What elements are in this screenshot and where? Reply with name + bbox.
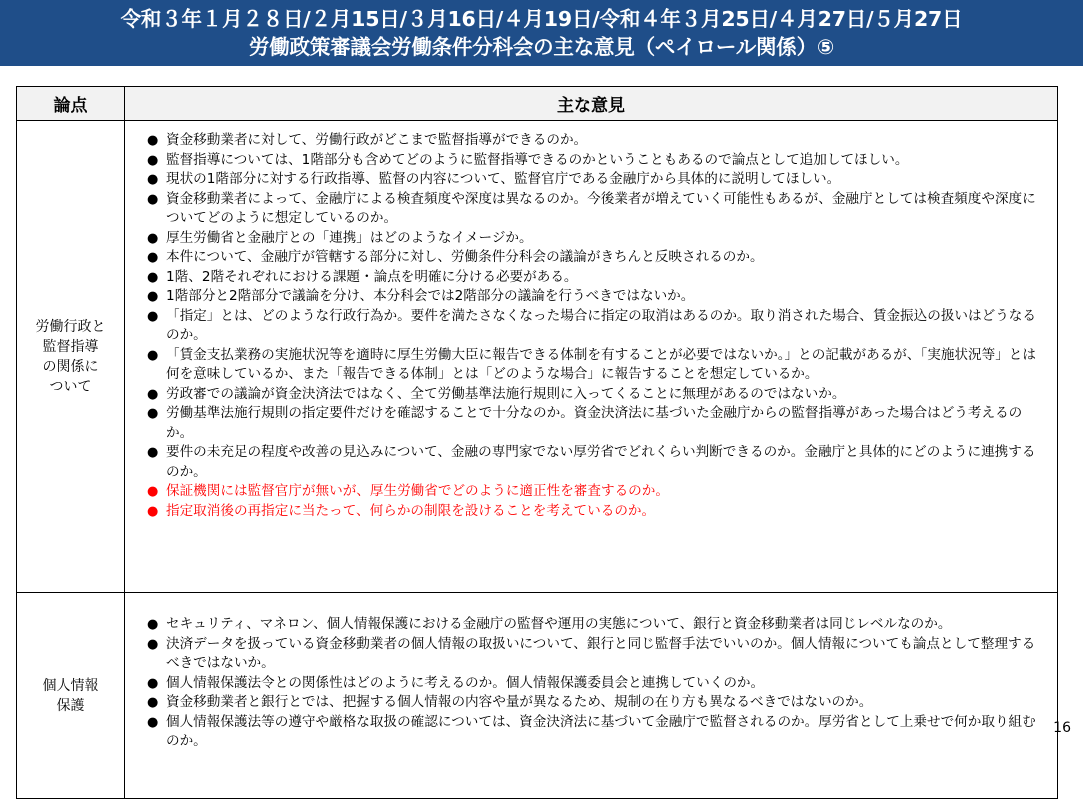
opinion-list [125, 615, 1057, 752]
opinion-item [147, 229, 1045, 249]
opinion-item [147, 693, 1045, 713]
opinion-text: 指定取消後の再指定に当たって、何らかの制限を設けることを考えているのか。 [166, 502, 656, 519]
topic-line: 個人情報 [42, 677, 99, 694]
header-topic: 論点 [17, 87, 125, 121]
opinion-list [125, 131, 1057, 521]
slide-title-banner [0, 0, 1083, 66]
opinion-text: 要件の未充足の程度や改善の見込みについて、金融の専門家でない厚労省でどれくらい判断できるのか。金融庁と具体的にどのように連携するのか。 [166, 444, 1036, 480]
opinions-cell [125, 121, 1058, 593]
opinion-text: 本件について、金融庁が管轄する部分に対し、労働条件分科会の議論がきちんと反映されるのか。 [166, 249, 764, 265]
opinion-text: 資金移動業者と銀行とでは、把握する個人情報の内容や量が異なるため、規制の在り方も異なるべきではないのか。 [166, 694, 873, 710]
bullet-icon: ● [147, 152, 159, 168]
opinion-item [147, 713, 1045, 752]
opinion-text: 監督指導については、1階部分も含めてどのように監督指導できるのかということもあるので論点として追加してほしい。 [166, 151, 909, 168]
opinion-item [147, 131, 1045, 151]
bullet-icon: ● [147, 347, 159, 363]
bullet-icon: ● [147, 503, 159, 519]
opinion-item [147, 385, 1045, 405]
bullet-icon: ● [147, 714, 159, 730]
opinion-text: 資金移動業者によって、金融庁による検査頻度や深度は異なるのか。今後業者が増えていく可能性もあるが、金融庁としては検査頻度や深度についてどのように想定しているのか。 [166, 190, 1036, 226]
bullet-icon: ● [147, 484, 159, 499]
topic-cell [17, 121, 125, 593]
opinion-text: セキュリティ、マネロン、個人情報保護における金融庁の監督や運用の実態について、銀行と資金移動業者は同じレベルなのか。 [166, 616, 952, 632]
opinion-item [147, 674, 1045, 694]
opinion-item [147, 502, 1045, 522]
bullet-icon: ● [147, 445, 159, 460]
opinion-text: 決済データを扱っている資金移動業者の個人情報の取扱いについて、銀行と同じ監督手法でいいのか。個人情報についても論点として整理するべきではないか。 [166, 635, 1036, 671]
opinion-text: 保証機関には監督官庁が無いが、厚生労働省でどのように適正性を審査するのか。 [166, 483, 669, 499]
bullet-icon: ● [147, 133, 159, 148]
bullet-icon: ● [147, 617, 159, 632]
title-main: 労働政策審議会労働条件分科会の主な意見（ペイロール関係）⑤ [248, 35, 835, 59]
bullet-icon: ● [147, 230, 159, 246]
bullet-icon: ● [147, 406, 159, 421]
opinion-item [147, 287, 1045, 307]
opinion-item [147, 482, 1045, 502]
topic-line: の関係に [42, 358, 99, 375]
opinion-text: 資金移動業者に対して、労働行政がどこまで監督指導ができるのか。 [166, 132, 588, 148]
opinion-item [147, 268, 1045, 288]
table-header-row [17, 87, 1058, 121]
topic-cell [17, 593, 125, 799]
table-row-labor-admin [17, 121, 1058, 593]
opinion-text: 労政審での議論が資金決済法ではなく、全て労働基準法施行規則に入ってくることに無理があるのではないか。 [166, 385, 846, 402]
title-dates: 令和３年１月２８日/２月15日/３月16日/４月19日/令和４年３月25日/４月27日/５月27日 [120, 7, 963, 31]
opinion-item [147, 404, 1045, 443]
bullet-icon: ● [147, 636, 159, 652]
opinion-item [147, 307, 1045, 346]
opinion-item [147, 170, 1045, 190]
bullet-icon: ● [147, 289, 159, 304]
bullet-icon: ● [147, 269, 159, 285]
opinion-text: 労働基準法施行規則の指定要件だけを確認することで十分なのか。資金決済法に基づいた金融庁からの監督指導があった場合はどう考えるのか。 [166, 405, 1023, 441]
opinion-item [147, 635, 1045, 674]
opinion-item [147, 151, 1045, 171]
bullet-icon: ● [147, 695, 159, 710]
table-row-privacy [17, 593, 1058, 799]
topic-line: ついて [49, 378, 92, 395]
opinion-text: 厚生労働省と金融庁との「連携」はどのようなイメージか。 [166, 229, 533, 246]
bullet-icon: ● [147, 675, 159, 691]
opinion-text: 個人情報保護法等の遵守や厳格な取扱の確認については、資金決済法に基づいて金融庁で監督されるのか。厚労省として上乗せで何か取り組むのか。 [166, 713, 1036, 749]
opinion-item [147, 190, 1045, 229]
opinion-text: 個人情報保護法令との関係性はどのように考えるのか。個人情報保護委員会と連携していくのか。 [166, 674, 765, 691]
topic-line: 監督指導 [42, 338, 99, 355]
bullet-icon: ● [147, 308, 159, 324]
topic-line: 保護 [56, 697, 85, 714]
opinions-cell [125, 593, 1058, 799]
bullet-icon: ● [147, 172, 159, 187]
bullet-icon: ● [147, 250, 159, 265]
opinion-item [147, 443, 1045, 482]
bullet-icon: ● [147, 191, 159, 207]
opinion-text: 「賃金支払業務の実施状況等を適時に厚生労働大臣に報告できる体制を有することが必要ではないか。」との記載があるが、「実施状況等」とは何を意味しているか、また「報告できる体制」とは「どのような場合」に報告することを想定しているか。 [166, 346, 1036, 382]
opinion-text: 「指定」とは、どのような行政行為か。要件を満たさなくなった場合に指定の取消はあるのか。取り消された場合、賃金振込の扱いはどうなるのか。 [166, 307, 1036, 343]
opinion-item [147, 615, 1045, 635]
topic-line: 労働行政と [35, 318, 106, 335]
opinion-text: 1階部分と2階部分で議論を分け、本分科会では2階部分の議論を行うべきではないか。 [166, 288, 695, 304]
header-opinions: 主な意見 [125, 87, 1058, 121]
bullet-icon: ● [147, 386, 159, 402]
opinions-table [16, 86, 1058, 799]
page-number: 16 [1053, 720, 1071, 736]
opinion-text: 現状の1階部分に対する行政指導、監督の内容について、監督官庁である金融庁から具体的に説明してほしい。 [166, 171, 841, 187]
opinion-text: 1階、2階それぞれにおける課題・論点を明確に分ける必要がある。 [166, 268, 578, 285]
opinion-item [147, 346, 1045, 385]
opinion-item [147, 248, 1045, 268]
